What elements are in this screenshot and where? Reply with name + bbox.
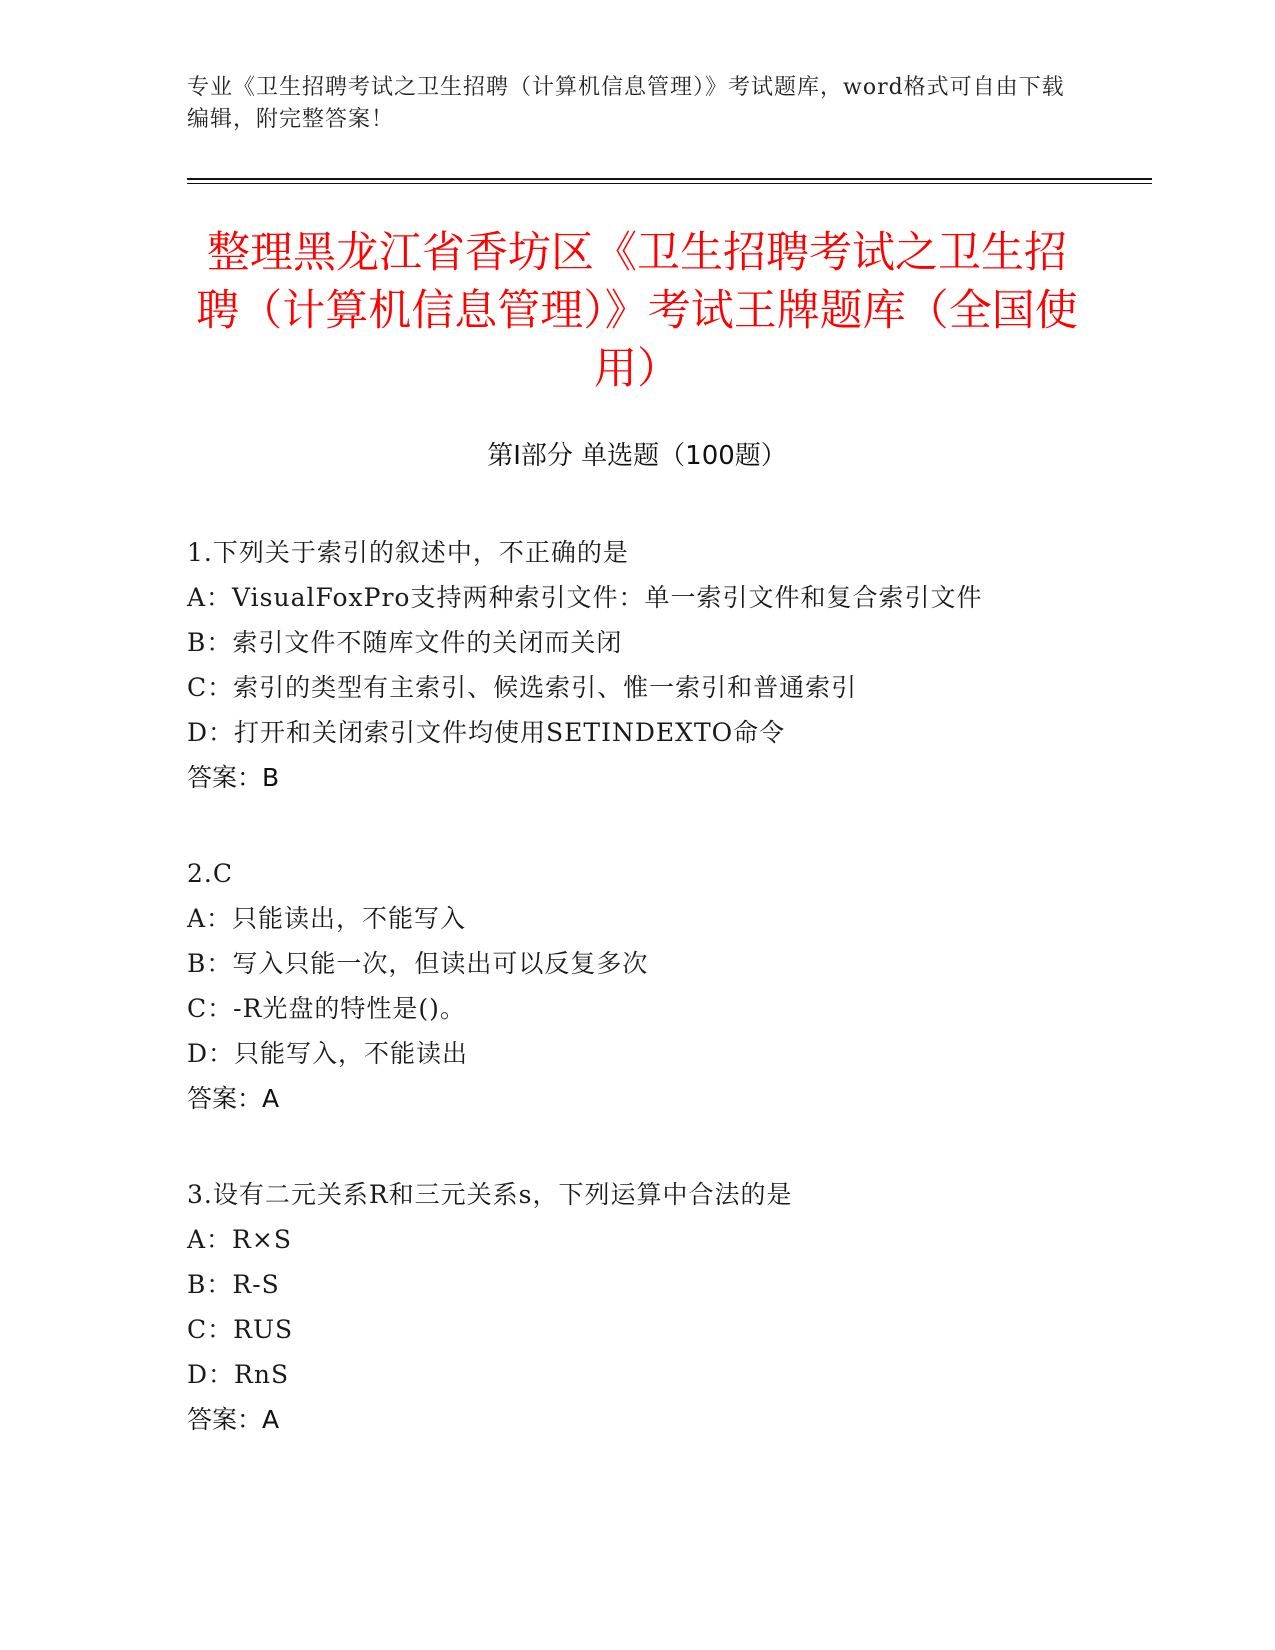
answer-label: 答案：A bbox=[187, 1084, 280, 1113]
option-c: C：-R光盘的特性是()。 bbox=[187, 994, 466, 1023]
header-note: 专业《卫生招聘考试之卫生招聘（计算机信息管理）》考试题库，word格式可自由下载编辑，附完整答案！ bbox=[187, 75, 1065, 132]
option-d: D：打开和关闭索引文件均使用SETINDEXTO命令 bbox=[187, 718, 786, 747]
question-3 bbox=[187, 1172, 1087, 1443]
option-b: B：索引文件不随库文件的关闭而关闭 bbox=[187, 628, 623, 657]
question-stem: 3.设有二元关系R和三元关系s，下列运算中合法的是 bbox=[187, 1180, 793, 1209]
question-1 bbox=[187, 530, 1087, 801]
answer-label: 答案：A bbox=[187, 1405, 280, 1434]
option-b: B：写入只能一次，但读出可以反复多次 bbox=[187, 949, 649, 978]
option-d: D：只能写入，不能读出 bbox=[187, 1039, 469, 1068]
option-d: D：RnS bbox=[187, 1360, 290, 1389]
document-title: 整理黑龙江省香坊区《卫生招聘考试之卫生招聘（计算机信息管理）》考试王牌题库（全国使用） bbox=[196, 228, 1078, 394]
option-a: A：R×S bbox=[187, 1225, 292, 1254]
section-title: 第Ⅰ部分 单选题（100题） bbox=[487, 441, 787, 471]
option-b: B：R-S bbox=[187, 1270, 280, 1299]
question-stem: 2.C bbox=[187, 859, 233, 888]
question-2 bbox=[187, 851, 1087, 1122]
option-a: A：只能读出，不能写入 bbox=[187, 904, 467, 933]
option-a: A：VisualFoxPro支持两种索引文件：单一索引文件和复合索引文件 bbox=[187, 583, 983, 612]
header-rule-thick bbox=[187, 178, 1152, 180]
header-rule-thin bbox=[187, 183, 1152, 184]
option-c: C：索引的类型有主索引、候选索引、惟一索引和普通索引 bbox=[187, 673, 858, 702]
question-stem: 1.下列关于索引的叙述中，不正确的是 bbox=[187, 538, 629, 567]
option-c: C：RUS bbox=[187, 1315, 294, 1344]
answer-label: 答案：B bbox=[187, 763, 280, 792]
question-list bbox=[187, 530, 1087, 1493]
